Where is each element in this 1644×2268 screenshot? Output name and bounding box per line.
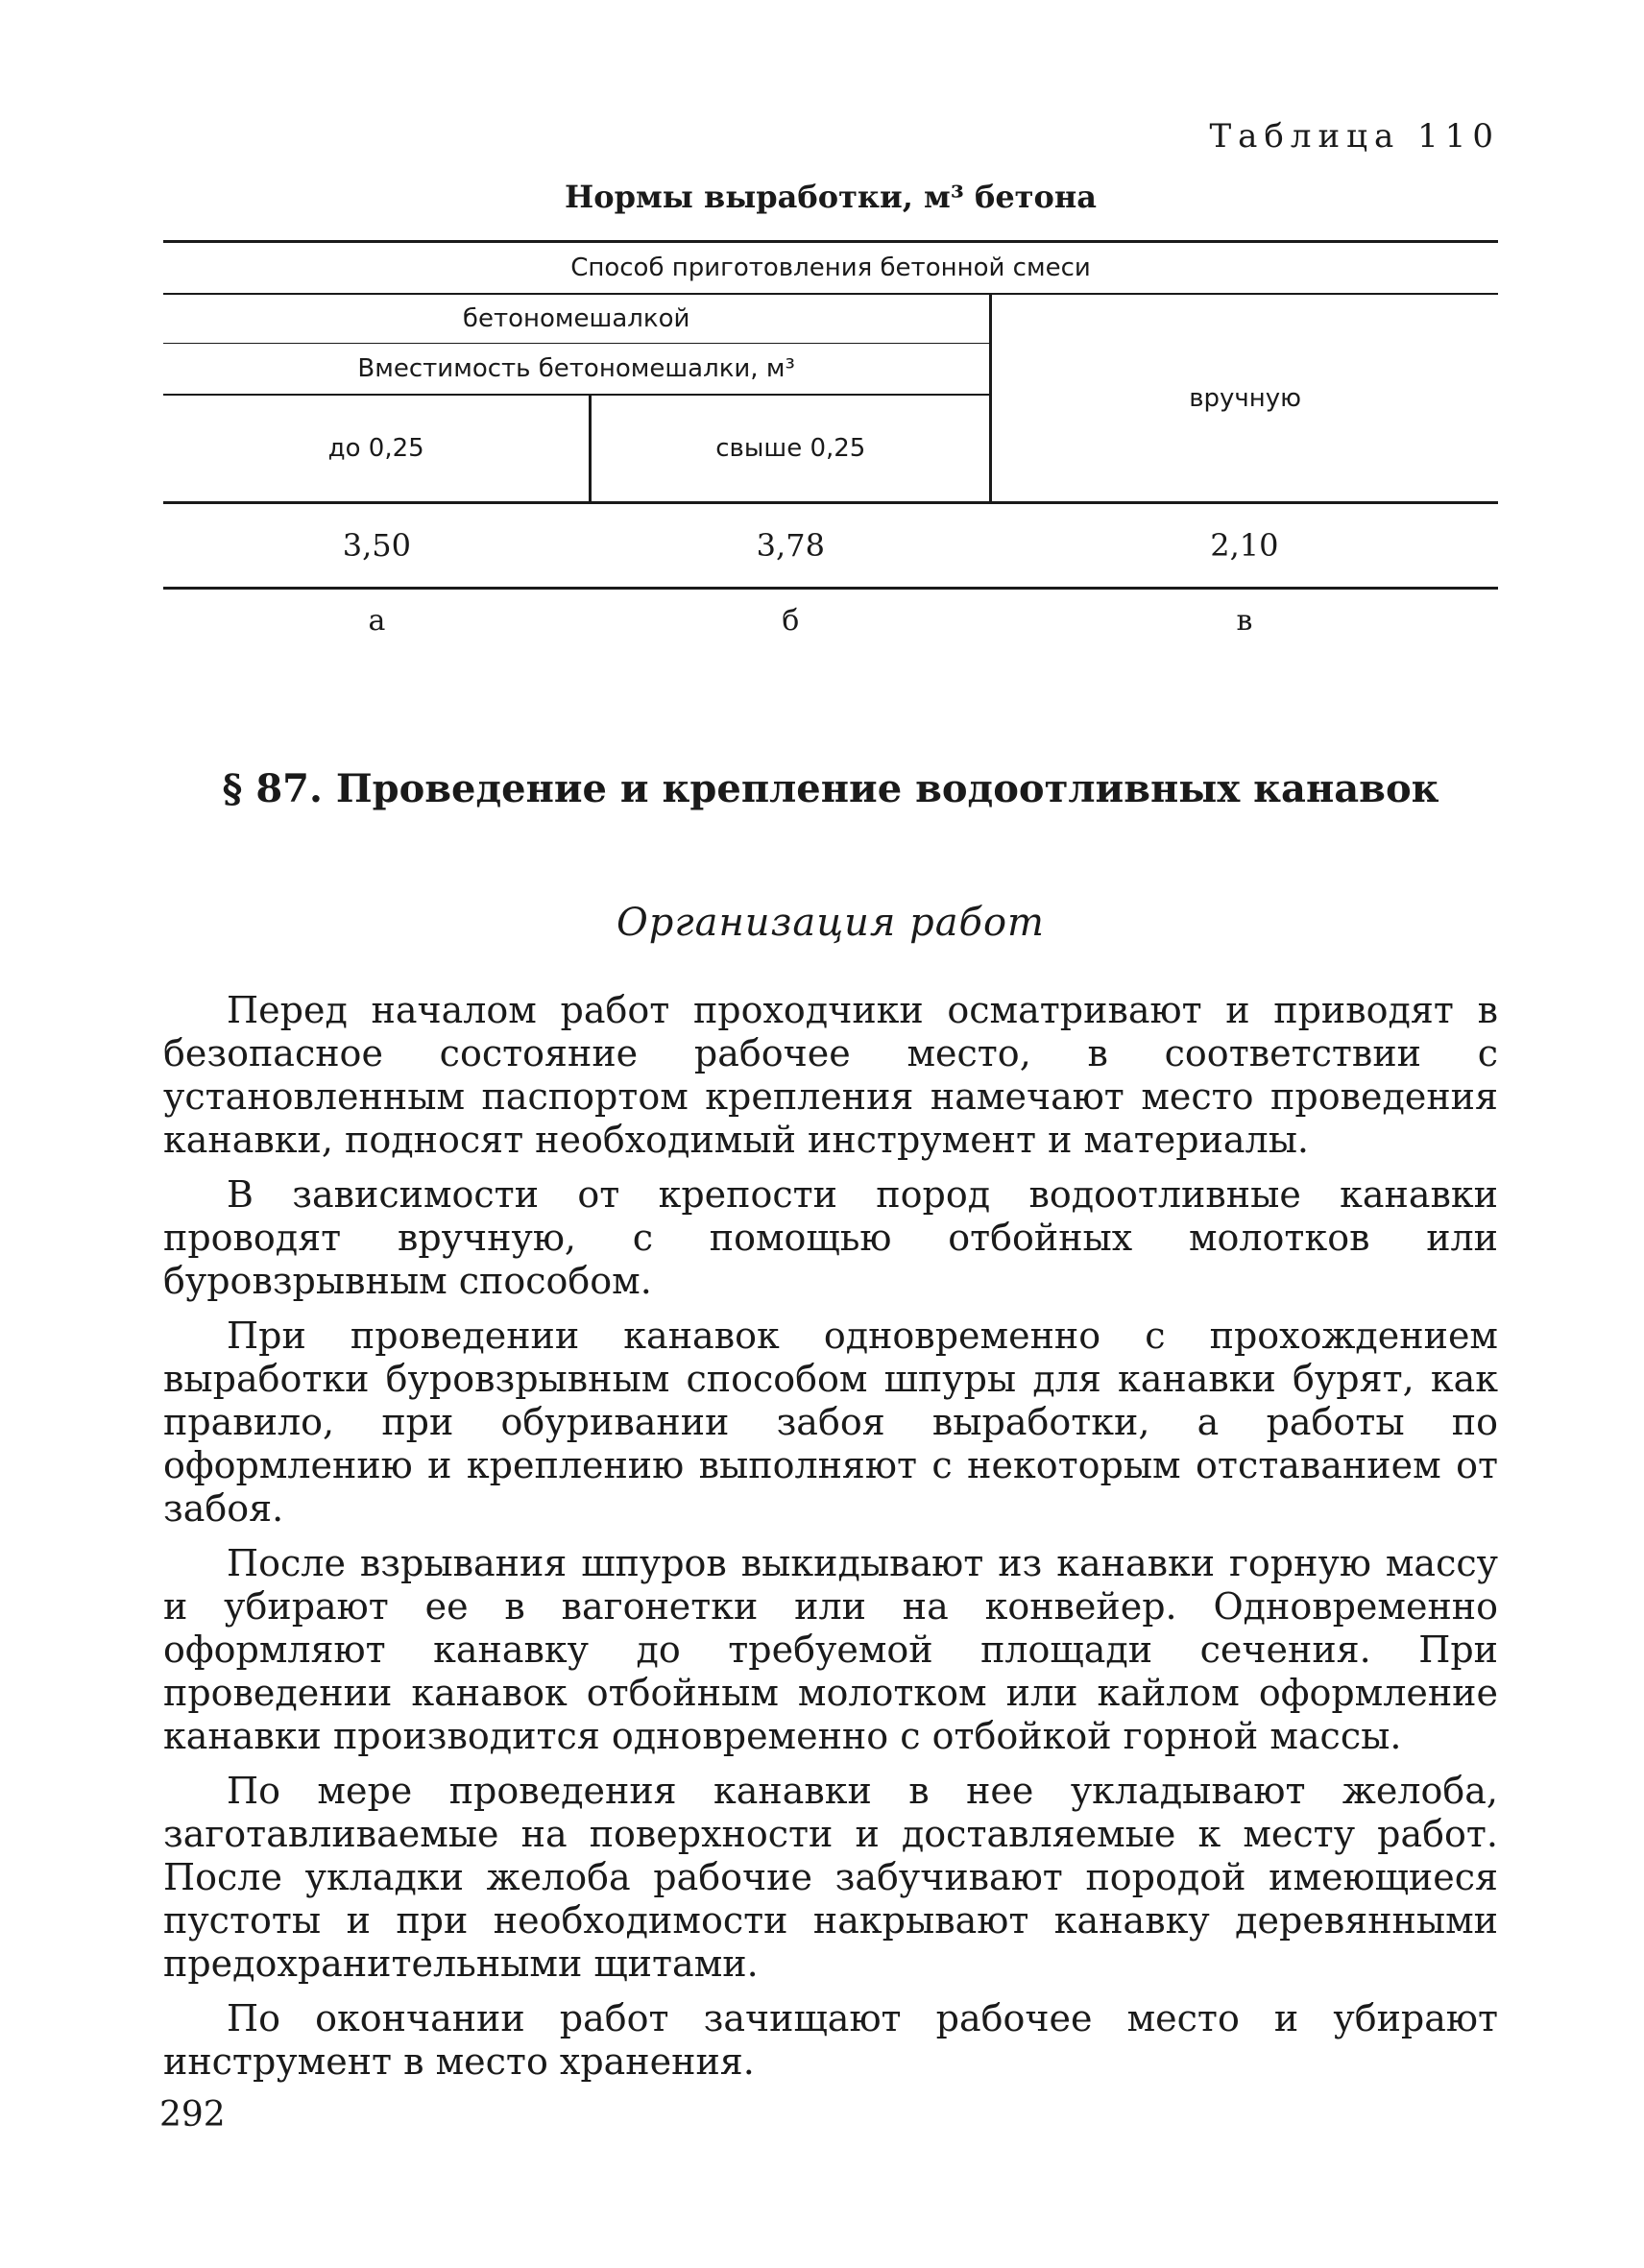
header-capacity: Вместимость бетономешалки, м³: [163, 344, 991, 396]
value-cell-a: 3,50: [163, 503, 591, 589]
body-text: [163, 989, 1498, 2095]
paragraph: Перед началом работ проходчики осматривают и приводят в безопасное состояние рабочее место, в соответствии с установленным паспортом крепления намечают место проведения канавки, подносят необходимый инструмент и материалы.: [163, 989, 1498, 1161]
letter-cell-v: в: [1236, 603, 1253, 638]
header-method: Способ приготовления бетонной смеси: [163, 242, 1498, 295]
table-header-row: [163, 294, 1498, 344]
table-header-row: [163, 242, 1498, 295]
value-cell-b: 3,78: [591, 503, 991, 589]
paragraph: При проведении канавок одновременно с прохождением выработки буровзрывным способом шпуры для канавки бурят, как правило, при обуривании забоя выработки, а работы по оформлению и креплению выполняют с некоторым отставанием от забоя.: [163, 1315, 1498, 1530]
norms-table: [163, 240, 1498, 651]
paragraph: После взрывания шпуров выкидывают из канавки горную массу и убирают ее в вагонетки или на конвейер. Одновременно оформляют канавку до требуемой площади сечения. При проведении канавок отбойным молотком или кайлом оформление канавки производится одновременно с отбойкой горной массы.: [163, 1542, 1498, 1757]
header-col-small: до 0,25: [163, 395, 591, 503]
subheading: Организация работ: [616, 901, 1045, 945]
letter-cell-a: а: [368, 603, 386, 638]
header-mixer: бетономешалкой: [163, 294, 991, 344]
letter-cell-b: б: [782, 603, 800, 638]
page-number: 292: [159, 2095, 226, 2135]
header-col-large: свыше 0,25: [591, 395, 991, 503]
paragraph: По мере проведения канавки в нее укладывают желоба, заготавливаемые на поверхности и доставляемые к месту работ. После укладки желоба рабочие забучивают породой имеющиеся пустоты и при необходимости накрывают канавку деревянными предохранительными щитами.: [163, 1770, 1498, 1985]
table-row: [163, 503, 1498, 589]
paragraph: По окончании работ зачищают рабочее место и убирают инструмент в место хранения.: [163, 1997, 1498, 2083]
table-label: Таблица 110: [1209, 117, 1500, 156]
value-cell-v: 2,10: [991, 503, 1498, 589]
header-manual: вручную: [991, 294, 1498, 503]
section-heading: § 87. Проведение и крепление водоотливных канавок: [222, 766, 1439, 811]
table-row: [163, 589, 1498, 652]
table-title: Нормы выработки, м³ бетона: [564, 179, 1097, 215]
paragraph: В зависимости от крепости пород водоотливные канавки проводят вручную, с помощью отбойных молотков или буровзрывным способом.: [163, 1173, 1498, 1302]
